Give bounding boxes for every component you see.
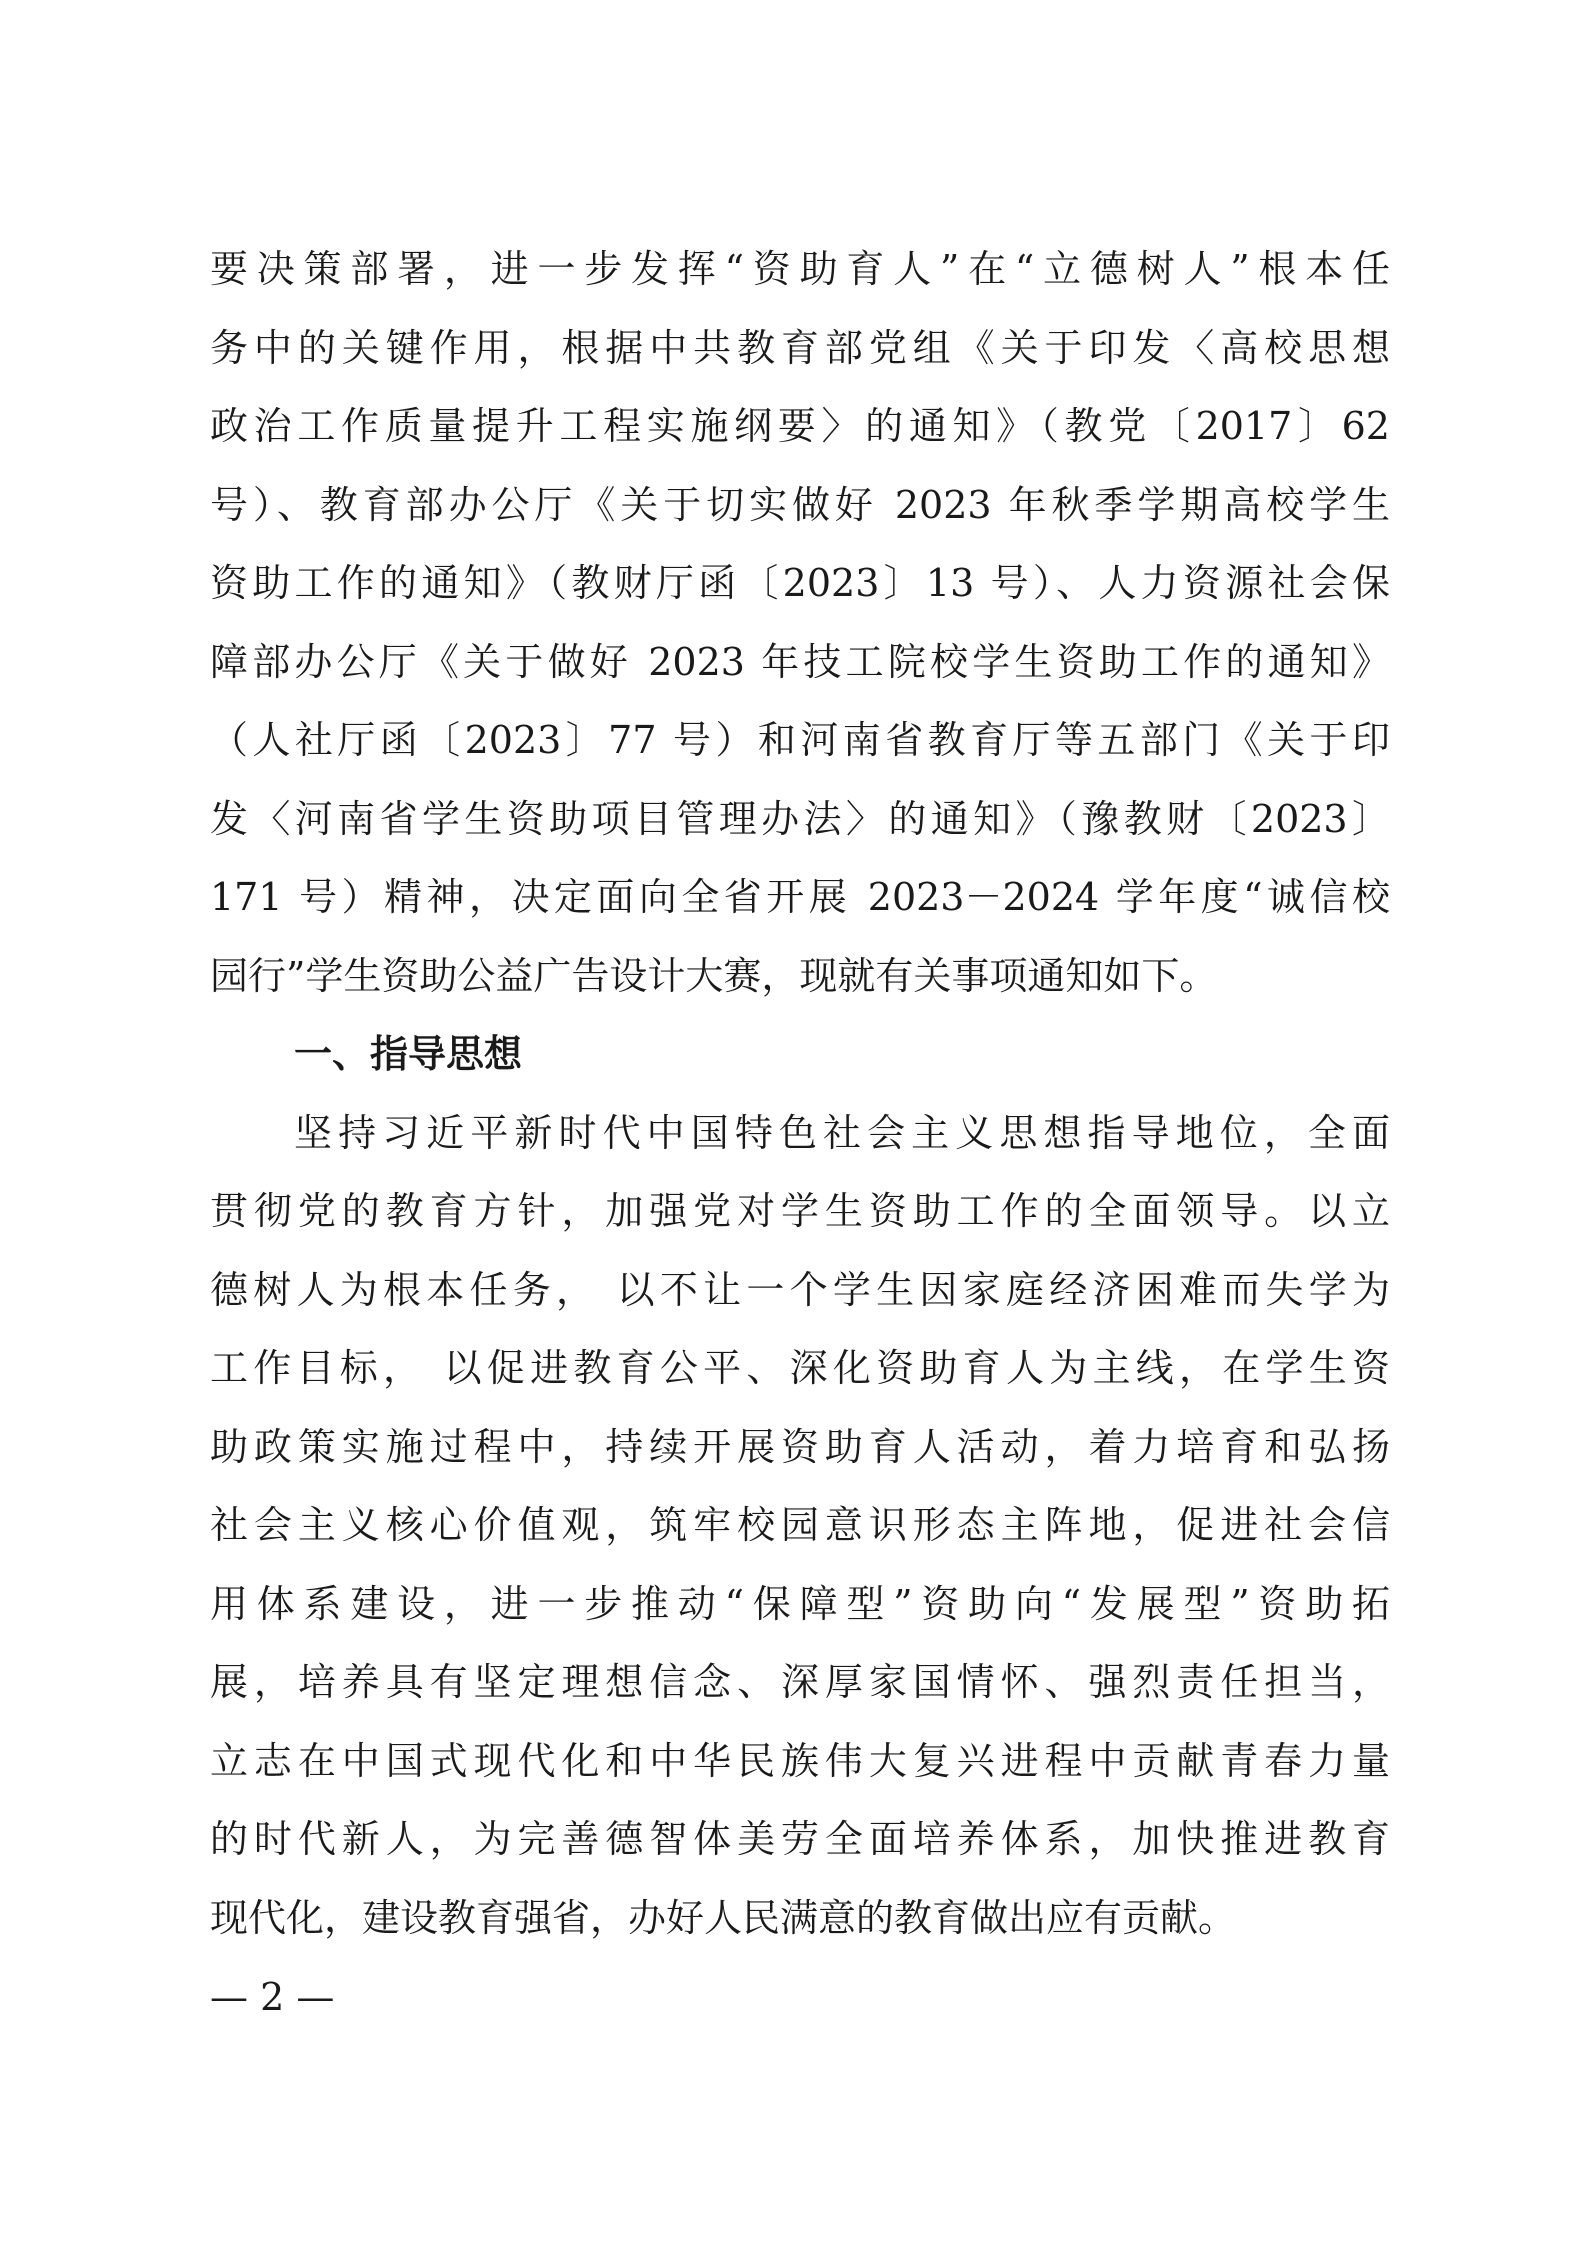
text-line: 现代化，建设教育强省，办好人民满意的教育做出应有贡献。 bbox=[210, 1895, 1237, 1940]
text-line: 工作目标， 以促进教育公平、深化资助育人为主线，在学生资 bbox=[210, 1346, 1390, 1390]
text-line: （人社厅函〔2023〕77 号）和河南省教育厅等五部门《关于印 bbox=[210, 718, 1390, 762]
text-line: 政治工作质量提升工程实施纲要〉的通知》（教党〔2017〕62 bbox=[210, 404, 1390, 448]
text-line: 用体系建设，进一步推动“保障型”资助向“发展型”资助拓 bbox=[210, 1581, 1390, 1626]
text-line: 资助工作的通知》（教财厅函〔2023〕13 号）、人力资源社会保 bbox=[210, 561, 1390, 605]
text-line: 171 号）精神，决定面向全省开展 2023－2024 学年度“诚信校 bbox=[210, 875, 1390, 919]
document-body bbox=[210, 230, 1390, 1957]
text-line: 社会主义核心价值观，筑牢校园意识形态主阵地，促进社会信 bbox=[210, 1503, 1390, 1547]
text-line: 贯彻党的教育方针，加强党对学生资助工作的全面领导。以立 bbox=[210, 1189, 1390, 1233]
text-line: 助政策实施过程中，持续开展资助育人活动，着力培育和弘扬 bbox=[210, 1424, 1390, 1469]
text-line: 要决策部署，进一步发挥“资助育人”在“立德树人”根本任 bbox=[210, 247, 1390, 291]
section-heading: 一、指导思想 bbox=[294, 1032, 523, 1076]
text-line: 务中的关键作用，根据中共教育部党组《关于印发〈高校思想 bbox=[210, 325, 1390, 370]
text-line: 园行”学生资助公益广告设计大赛，现就有关事项通知如下。 bbox=[210, 953, 1218, 998]
text-line: 展，培养具有坚定理想信念、深厚家国情怀、强烈责任担当， bbox=[210, 1660, 1390, 1704]
text-line: 发〈河南省学生资助项目管理办法〉的通知》（豫教财〔2023〕 bbox=[210, 796, 1390, 841]
text-line: 德树人为根本任务， 以不让一个学生因家庭经济困难而失学为 bbox=[210, 1267, 1390, 1312]
text-line: 障部办公厅《关于做好 2023 年技工院校学生资助工作的通知》 bbox=[210, 639, 1390, 684]
text-line: 坚持习近平新时代中国特色社会主义思想指导地位，全面 bbox=[294, 1110, 1390, 1155]
paragraph-intro bbox=[210, 230, 1390, 1015]
page-number: — 2 — bbox=[210, 1975, 335, 2019]
text-line: 的时代新人，为完善德智体美劳全面培养体系，加快推进教育 bbox=[210, 1817, 1390, 1861]
text-line: 立志在中国式现代化和中华民族伟大复兴进程中贡献青春力量 bbox=[210, 1738, 1390, 1783]
paragraph-guiding-thought bbox=[210, 1094, 1390, 1958]
text-line: 号）、教育部办公厅《关于切实做好 2023 年秋季学期高校学生 bbox=[210, 482, 1390, 527]
